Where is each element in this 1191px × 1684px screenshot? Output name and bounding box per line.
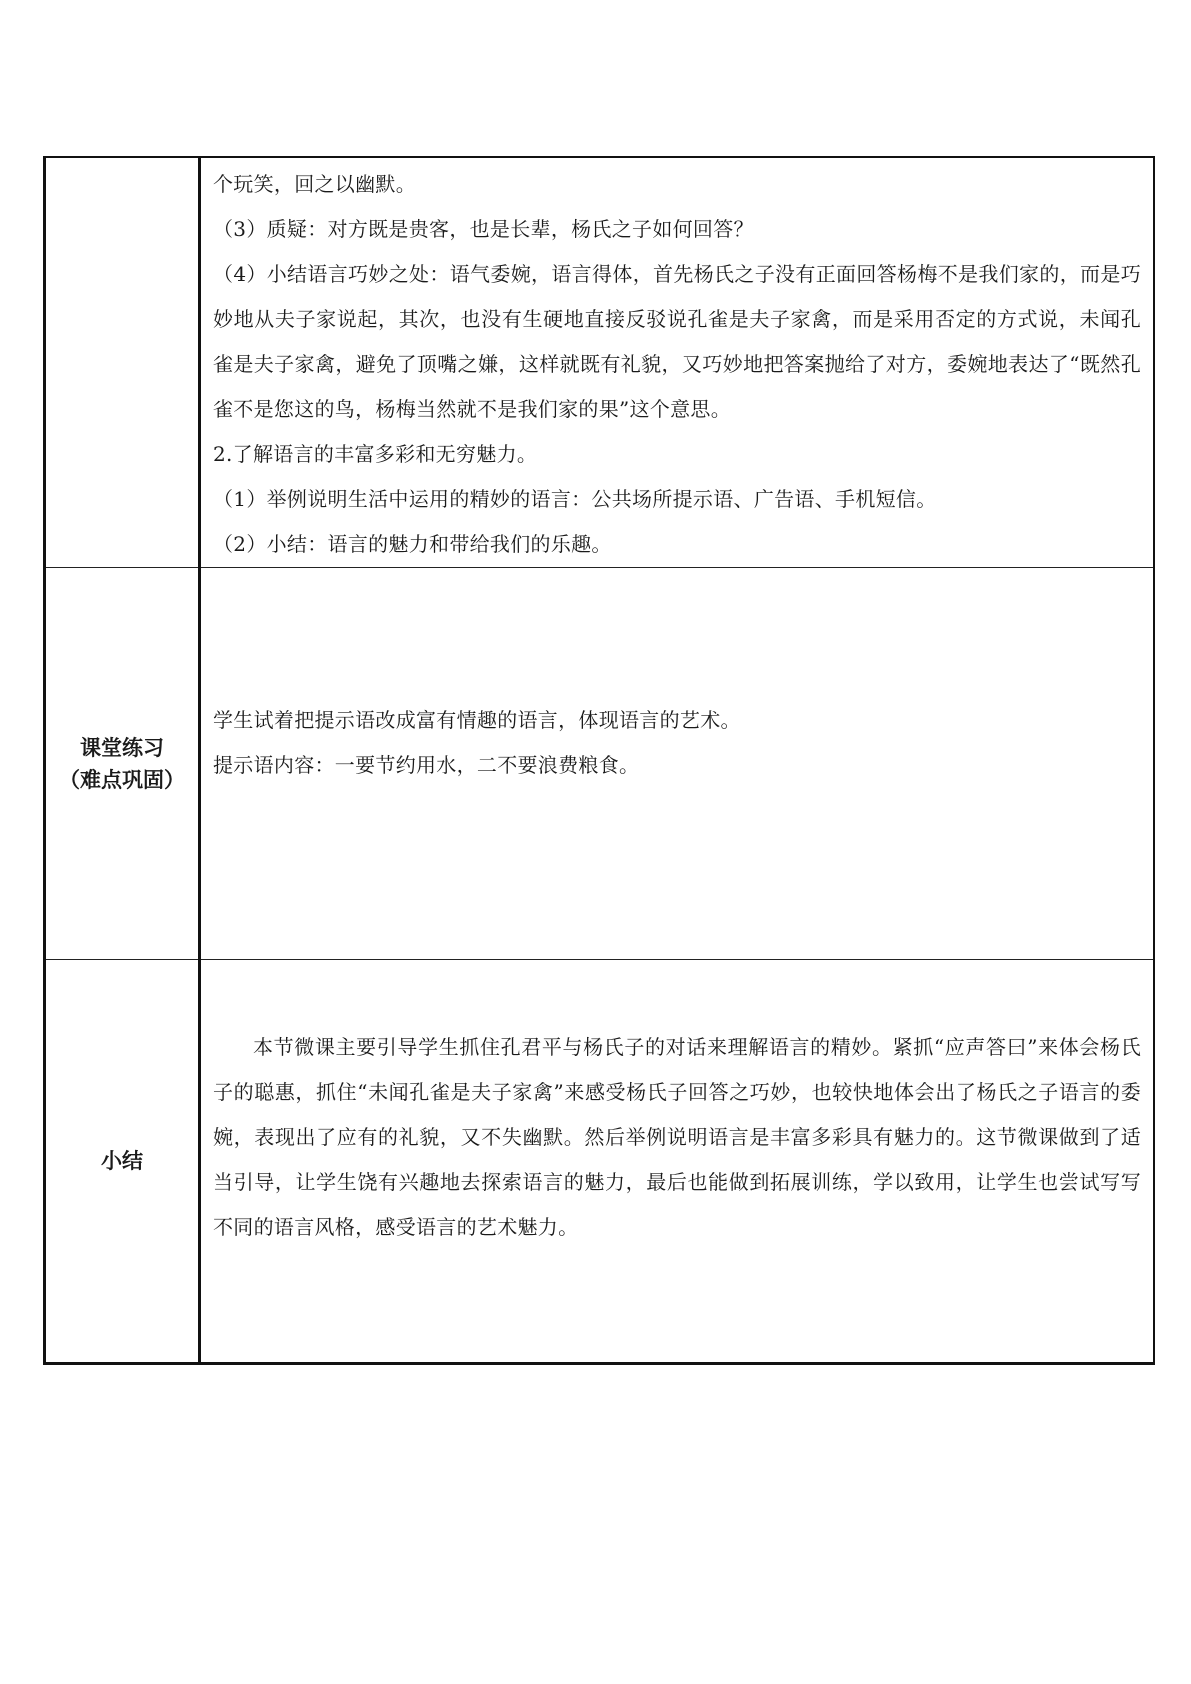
paragraph: 本节微课主要引导学生抓住孔君平与杨氏子的对话来理解语言的精妙。紧抓“应声答曰”来体会杨氏子的聪惠，抓住“未闻孔雀是夫子家禽”来感受杨氏子回答之巧妙，也较快地体会出了杨氏之子语言的委婉，表现出了应有的礼貌，又不失幽默。然后举例说明语言是丰富多彩具有魅力的。这节微课做到了适当引导，让学生饶有兴趣地去探索语言的魅力，最后也能做到拓展训练，学以致用，让学生也尝试写写不同的语言风格，感受语言的艺术魅力。 xyxy=(213,1035,1141,1239)
row-label-title: 课堂练习 xyxy=(80,735,164,760)
table-row-classroom-practice xyxy=(45,568,1155,960)
row-content-cell xyxy=(200,568,1155,960)
paragraph: （1）举例说明生活中运用的精妙的语言：公共场所提示语、广告语、手机短信。 xyxy=(213,487,937,511)
row-content xyxy=(201,158,1153,567)
row-content xyxy=(201,960,1153,1250)
paragraph: 2.了解语言的丰富多彩和无穷魅力。 xyxy=(213,442,538,466)
lesson-plan-table xyxy=(43,156,1155,1365)
paragraph: （2）小结：语言的魅力和带给我们的乐趣。 xyxy=(213,532,612,556)
paragraph: （4）小结语言巧妙之处：语气委婉，语言得体，首先杨氏之子没有正面回答杨梅不是我们家的，而是巧妙地从夫子家说起，其次，也没有生硬地直接反驳说孔雀是夫子家禽，而是采用否定的方式说，未闻孔雀是夫子家禽，避免了顶嘴之嫌，这样就既有礼貌，又巧妙地把答案抛给了对方，委婉地表达了“既然孔雀不是您这的鸟，杨梅当然就不是我们家的果”这个意思。 xyxy=(213,262,1141,421)
paragraph: 提示语内容：一要节约用水，二不要浪费粮食。 xyxy=(213,753,640,777)
row-content-cell xyxy=(200,157,1155,568)
row-label-cell xyxy=(45,157,200,568)
table-row-teaching-process xyxy=(45,157,1155,568)
row-content-cell xyxy=(200,960,1155,1364)
paragraph: （3）质疑：对方既是贵客，也是长辈，杨氏之子如何回答？ xyxy=(213,217,754,241)
row-label-title: 小结 xyxy=(101,1149,143,1173)
row-label-cell xyxy=(45,568,200,960)
table-row-summary xyxy=(45,960,1155,1364)
row-content xyxy=(201,568,1153,788)
paragraph: 学生试着把提示语改成富有情趣的语言，体现语言的艺术。 xyxy=(213,708,741,732)
row-label-subtitle: （难点巩固） xyxy=(59,767,185,792)
paragraph: 个玩笑，回之以幽默。 xyxy=(213,172,416,196)
row-label-cell xyxy=(45,960,200,1364)
